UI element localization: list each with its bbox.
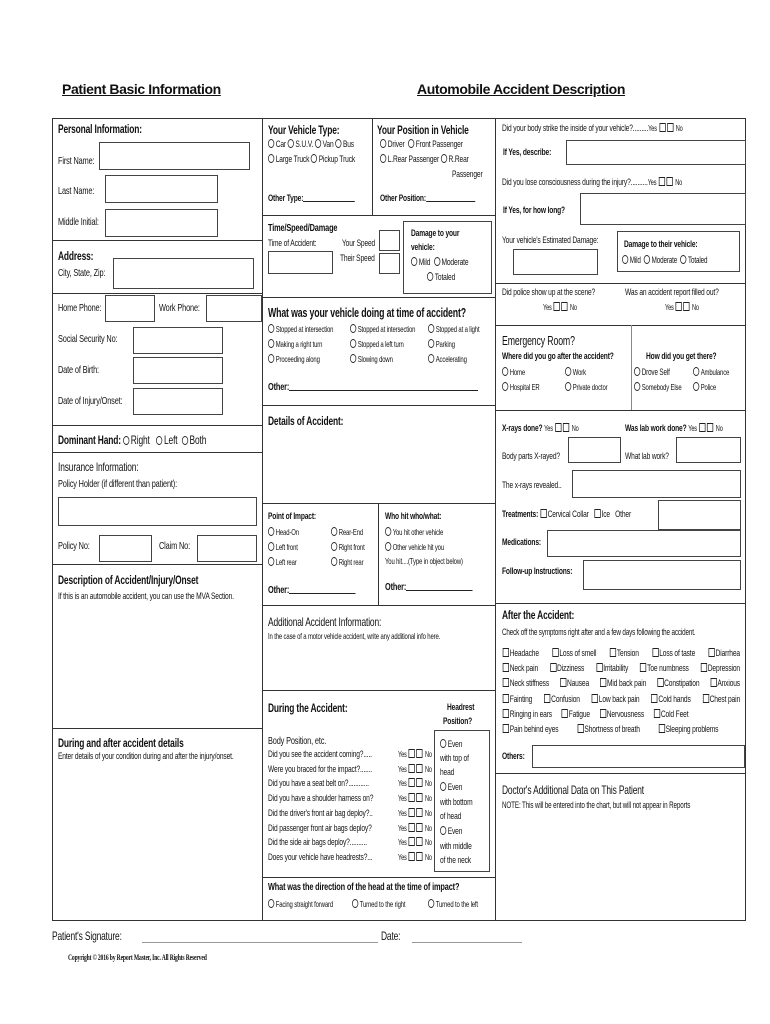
er-heading: Emergency Room? [502, 334, 575, 348]
radio-work[interactable]: Work [565, 366, 586, 378]
date-of-injury-field[interactable] [133, 388, 223, 415]
symptom-row [502, 724, 718, 736]
treatment-other-field[interactable] [658, 500, 741, 530]
strike-question: Did your body strike the inside of your vehicle?.........Yes No [502, 123, 683, 134]
during-after-note: Enter details of your condition during and after the injury/onset. [58, 751, 234, 762]
radio-both[interactable]: Both [182, 433, 206, 447]
revealed-field[interactable] [572, 470, 741, 498]
divider [262, 297, 495, 298]
claim-no-field[interactable] [197, 535, 257, 562]
divider [495, 603, 746, 604]
who-hit-heading: Who hit who/what: [385, 511, 442, 522]
symptom-row [502, 709, 688, 721]
divider [52, 564, 262, 565]
yes-no-checkboxes: Yes No [398, 779, 432, 789]
conscious-yes-checkbox[interactable] [659, 177, 665, 186]
symptom-checkbox[interactable]: Sleeping problems [658, 724, 718, 736]
radio-their-moderate[interactable]: Moderate [644, 255, 677, 265]
divider [52, 240, 262, 241]
conscious-question: Did you lose consciousness during the injury?..........Yes No [502, 177, 683, 188]
symptom-checkbox[interactable]: Loss of smell [552, 648, 597, 660]
followup-field[interactable] [583, 560, 741, 590]
yes-checkbox[interactable] [409, 852, 415, 861]
radio-drove-self[interactable]: Drove Self [634, 366, 670, 378]
medications-field[interactable] [547, 530, 741, 557]
divider [52, 452, 262, 453]
divider [495, 283, 746, 284]
time-speed-heading: Time/Speed/Damage [268, 222, 338, 234]
time-of-accident-label: Time of Accident: [268, 238, 317, 249]
policy-holder-label: Policy Holder (if different than patient): [58, 478, 177, 490]
question-text: Did you have a shoulder harness on? [268, 793, 374, 805]
position-row2 [380, 154, 469, 166]
divider [262, 605, 495, 606]
report-yes-no: Yes No [665, 303, 699, 312]
symptom-checkbox[interactable]: Confusion [543, 694, 579, 706]
dob-label: Date of Birth: [58, 364, 99, 376]
radio-right-front[interactable]: Right front [331, 541, 365, 553]
radio-doing-1[interactable]: Stopped at intersection [350, 323, 415, 335]
radio-facing-forward[interactable]: Facing straight forward [268, 898, 333, 910]
impact-heading: Point of Impact: [268, 511, 317, 522]
radio-rear-end[interactable]: Rear-End [331, 526, 363, 538]
city-state-zip-label: City, State, Zip: [58, 267, 106, 279]
xrays-yes-checkbox[interactable] [555, 423, 561, 432]
symptom-checkbox[interactable]: Ringing in ears [502, 709, 552, 721]
who-hit-note: You hit....(Type in object below) [385, 556, 463, 566]
yes-no-checkboxes: Yes No [398, 838, 432, 848]
radio-turned-left[interactable]: Turned to the left [428, 898, 478, 910]
symptom-checkbox[interactable]: Shortness of breath [577, 724, 640, 736]
last-name-label: Last Name: [58, 185, 95, 197]
accident-question-row [268, 808, 373, 820]
where-heading: Where did you go after the accident? [502, 351, 614, 362]
radio-doing-5[interactable]: Parking [428, 338, 455, 350]
radio-left[interactable]: Left [156, 433, 177, 447]
describe-label: If Yes, describe: [503, 147, 552, 158]
radio-pickup-truck[interactable]: Pickup Truck [311, 154, 355, 165]
radio-private-doctor[interactable]: Private doctor [565, 381, 607, 393]
divider [495, 325, 746, 326]
checkbox-cervical-collar[interactable]: Cervical Collar [540, 509, 589, 520]
divider [52, 293, 262, 294]
accident-question-row [268, 778, 369, 790]
no-checkbox[interactable] [417, 764, 423, 773]
yes-checkbox[interactable] [409, 778, 415, 787]
followup-label: Follow-up Instructions: [502, 566, 573, 577]
report-yes-checkbox[interactable] [676, 302, 682, 311]
ssn-label: Social Security No: [58, 333, 118, 345]
address-heading: Address: [58, 249, 94, 263]
claim-no-label: Claim No: [159, 540, 191, 552]
head-direction-heading: What was the direction of the head at the time of impact? [268, 881, 460, 893]
symptom-checkbox[interactable]: Neck stiffness [502, 678, 549, 690]
report-question: Was an accident report filled out? [625, 287, 719, 298]
damage-your-row [411, 257, 468, 269]
radio-driver[interactable]: Driver [380, 139, 405, 150]
yes-checkbox[interactable] [409, 764, 415, 773]
doing-other-field[interactable]: Other: [268, 381, 478, 393]
divider [495, 410, 746, 411]
vehicle-type-row2 [268, 154, 355, 166]
symptom-row [502, 694, 740, 706]
symptom-row [502, 648, 740, 660]
radio-l-rear-passenger[interactable]: L.Rear Passenger [380, 154, 439, 165]
strike-no-checkbox[interactable] [667, 123, 673, 132]
radio-doing-6[interactable]: Proceeding along [268, 353, 320, 365]
details-heading: Details of Accident: [268, 414, 344, 428]
policy-holder-field[interactable] [58, 497, 257, 526]
accident-question-row [268, 764, 372, 776]
during-accident-heading: During the Accident: [268, 701, 348, 715]
symptom-checkbox[interactable]: Toe numbness [639, 663, 688, 675]
radio-their-mild[interactable]: Mild [622, 255, 641, 265]
divider [495, 118, 496, 921]
radio-bus[interactable]: Bus [335, 139, 354, 150]
date-of-injury-label: Date of Injury/Onset: [58, 395, 123, 407]
during-after-heading: During and after accident details [58, 736, 184, 750]
radio-doing-4[interactable]: Stopped a left turn [350, 338, 404, 350]
radio-their-totaled[interactable]: Totaled [680, 255, 707, 265]
what-lab-field[interactable] [676, 437, 741, 463]
radio-doing-2[interactable]: Stopped at a light [428, 323, 479, 335]
signature-label: Patient's Signature: [52, 929, 122, 943]
describe-field[interactable] [566, 140, 746, 165]
yes-no-checkboxes: Yes No [398, 794, 432, 804]
description-heading: Description of Accident/Injury/Onset [58, 573, 199, 587]
xrays-no-checkbox[interactable] [563, 423, 569, 432]
position-passenger-text: Passenger [452, 169, 483, 180]
description-note: If this is an automobile accident, you can use the MVA Section. [58, 591, 234, 602]
no-checkbox[interactable] [417, 749, 423, 758]
divider [52, 728, 262, 729]
headrest-label-1: Headrest [447, 702, 475, 713]
headrest-text: with middle [440, 841, 472, 852]
yes-no-checkboxes: Yes No [398, 764, 432, 774]
medications-label: Medications: [502, 537, 541, 548]
conscious-no-checkbox[interactable] [667, 177, 673, 186]
question-text: Did the driver's front air bag deploy?.. [268, 807, 373, 819]
est-damage-label: Your vehicle's Estimated Damage: [502, 235, 599, 246]
body-position-heading: Body Position, etc. [268, 735, 327, 747]
symptom-checkbox[interactable]: Chest pain [702, 694, 740, 706]
radio-head-on[interactable]: Head-On [268, 526, 299, 538]
after-note: Check off the symptoms right after and a few days following the accident. [502, 627, 696, 637]
body-parts-label: Body parts X-rayed? [502, 451, 560, 462]
radio-doing-0[interactable]: Stopped at intersection [268, 323, 333, 335]
doctor-note: NOTE: This will be entered into the chart, but will not appear in Reports [502, 800, 691, 810]
address-field[interactable] [113, 258, 254, 289]
copyright: Copyright © 2016 by Report Master, Inc. All Rights Reserved [68, 953, 207, 962]
radio-van[interactable]: Van [315, 139, 334, 150]
symptom-checkbox[interactable]: Fainting [502, 694, 532, 706]
symptom-checkbox[interactable]: Cold hands [651, 694, 691, 706]
accident-question-row [268, 793, 373, 805]
home-phone-field[interactable] [105, 295, 155, 322]
radio-hospital-er[interactable]: Hospital ER [502, 381, 540, 393]
symptom-checkbox[interactable]: Tension [609, 648, 639, 660]
police-no-checkbox[interactable] [562, 302, 568, 311]
accident-question-row [268, 837, 367, 849]
symptom-checkbox[interactable]: Depression [700, 663, 740, 675]
first-name-field[interactable] [99, 142, 250, 170]
no-checkbox[interactable] [417, 852, 423, 861]
auto-accident-title: Automobile Accident Description [417, 81, 625, 97]
lab-no-checkbox[interactable] [707, 423, 713, 432]
symptom-checkbox[interactable]: Anxious [710, 678, 740, 690]
no-checkbox[interactable] [417, 778, 423, 787]
police-question: Did police show up at the scene? [502, 287, 596, 298]
other-position-field[interactable]: Other Position: [380, 192, 475, 205]
dob-field[interactable] [133, 357, 223, 384]
their-speed-label: Their Speed [340, 253, 375, 264]
xrays-question: X-rays done? Yes No [502, 423, 579, 434]
revealed-label: The x-rays revealed.. [502, 480, 562, 491]
after-heading: After the Accident: [502, 608, 575, 622]
additional-info-heading: Additional Accident Information: [268, 615, 382, 629]
divider [631, 325, 632, 410]
divider [262, 405, 495, 406]
radio-headrest-middle[interactable]: Even [440, 826, 462, 838]
radio-home[interactable]: Home [502, 366, 525, 378]
others-label: Others: [502, 751, 525, 762]
dominant-hand-row [58, 433, 206, 447]
accident-question-row [268, 823, 372, 835]
radio-r-rear-passenger[interactable]: R.Rear [441, 154, 469, 165]
symptom-row [502, 678, 740, 690]
symptom-checkbox[interactable]: Nausea [559, 678, 589, 690]
vehicle-type-heading: Your Vehicle Type: [268, 123, 340, 137]
yes-no-checkboxes: Yes No [398, 808, 432, 818]
position-row1 [380, 139, 463, 151]
policy-no-field[interactable] [99, 535, 152, 562]
other-type-field[interactable]: Other Type: [268, 192, 355, 205]
time-of-accident-field[interactable] [268, 251, 333, 274]
divider [52, 425, 262, 426]
last-name-field[interactable] [105, 175, 218, 203]
middle-initial-field[interactable] [105, 209, 218, 237]
radio-doing-8[interactable]: Accelerating [428, 353, 467, 365]
your-speed-label: Your Speed [342, 238, 376, 249]
radio-left-front[interactable]: Left front [268, 541, 298, 553]
divider [372, 118, 373, 215]
symptom-checkbox[interactable]: Headache [502, 648, 539, 660]
lab-question: Was lab work done? Yes No [625, 423, 723, 434]
symptom-checkbox[interactable]: Low back pain [591, 694, 639, 706]
symptom-checkbox[interactable]: Nervousness [599, 709, 644, 721]
headrest-text: head [440, 767, 455, 778]
radio-front-passenger[interactable]: Front Passenger [408, 139, 463, 150]
radio-turned-right[interactable]: Turned to the right [352, 898, 405, 910]
their-speed-field[interactable] [379, 253, 400, 274]
accident-question-row [268, 852, 372, 864]
radio-doing-3[interactable]: Making a right turn [268, 338, 322, 350]
radio-left-rear[interactable]: Left rear [268, 556, 297, 568]
position-heading: Your Position in Vehicle [377, 123, 469, 137]
radio-doing-7[interactable]: Slowing down [350, 353, 393, 365]
vehicle-type-row1 [268, 139, 354, 151]
damage-your-title-2: vehicle: [411, 242, 435, 253]
impact-other-field[interactable]: Other: [268, 584, 356, 596]
headrest-text: of head [440, 811, 462, 822]
question-text: Does your vehicle have headrests?... [268, 851, 373, 863]
their-damage-row [622, 254, 707, 266]
who-hit-other-field[interactable]: Other: [385, 581, 473, 593]
patient-basic-info-title: Patient Basic Information [62, 81, 221, 97]
symptom-checkbox[interactable]: Fatigue [561, 709, 590, 721]
signature-line[interactable] [142, 942, 378, 943]
symptom-checkbox[interactable]: Dizziness [549, 663, 584, 675]
body-parts-field[interactable] [568, 437, 621, 463]
first-name-label: First Name: [58, 155, 95, 167]
symptom-checkbox[interactable]: Irritability [596, 663, 629, 675]
symptom-checkbox[interactable]: Cold Feet [653, 709, 688, 721]
policy-no-label: Policy No: [58, 540, 90, 552]
doctor-heading: Doctor's Additional Data on This Patient [502, 783, 645, 797]
radio-totaled[interactable]: Totaled [427, 272, 455, 284]
middle-initial-label: Middle Initial: [58, 216, 99, 228]
others-field[interactable] [532, 745, 745, 768]
yes-checkbox[interactable] [409, 823, 415, 832]
yes-no-checkboxes: Yes No [398, 823, 432, 833]
radio-mild[interactable]: Mild [411, 257, 430, 268]
yes-no-checkboxes: Yes No [398, 852, 432, 862]
radio-car[interactable]: Car [268, 139, 286, 150]
question-text: Were you braced for the impact?....... [268, 763, 372, 775]
question-text: Did you have a seat belt on?............ [268, 778, 369, 790]
headrest-text: with bottom [440, 797, 473, 808]
radio-you-hit-other[interactable]: You hit other vehicle [385, 526, 443, 538]
symptom-checkbox[interactable]: Neck pain [502, 663, 538, 675]
divider [262, 215, 495, 216]
divider [262, 690, 495, 691]
your-speed-field[interactable] [379, 230, 400, 251]
treatments-row: Treatments: Cervical Collar Ice Other [502, 509, 632, 520]
their-damage-heading: Damage to their vehicle: [624, 239, 698, 250]
headrest-label-2: Position? [443, 716, 473, 727]
radio-police[interactable]: Police [693, 381, 716, 393]
personal-info-heading: Personal Information: [58, 122, 142, 136]
question-text: Did passenger front air bags deploy? [268, 822, 372, 834]
yes-checkbox[interactable] [409, 749, 415, 758]
radio-right[interactable]: Right [123, 433, 150, 447]
symptom-checkbox[interactable]: Pain behind eyes [502, 724, 558, 736]
how-heading: How did you get there? [646, 351, 717, 362]
home-phone-label: Home Phone: [58, 302, 102, 314]
lab-yes-checkbox[interactable] [699, 423, 705, 432]
work-phone-field[interactable] [206, 295, 262, 322]
what-lab-label: What lab work? [625, 451, 669, 462]
insurance-heading: Insurance Information: [58, 460, 139, 474]
question-text: Did you see the accident coming?..... [268, 749, 372, 760]
headrest-text: with top of [440, 753, 469, 764]
symptom-checkbox[interactable]: Constipation [656, 678, 699, 690]
divider [378, 503, 379, 605]
symptom-row [502, 663, 740, 675]
yes-checkbox[interactable] [409, 837, 415, 846]
ssn-field[interactable] [133, 327, 223, 354]
dominant-hand-label: Dominant Hand: [58, 433, 121, 447]
additional-info-note: In the case of a motor vehicle accident, write any additional info here. [268, 631, 441, 641]
no-checkbox[interactable] [417, 808, 423, 817]
no-checkbox[interactable] [417, 823, 423, 832]
radio-headrest-top[interactable]: Even [440, 739, 462, 751]
work-phone-label: Work Phone: [159, 302, 200, 314]
symptom-checkbox[interactable]: Loss of taste [652, 648, 696, 660]
no-checkbox[interactable] [417, 837, 423, 846]
radio-headrest-bottom[interactable]: Even [440, 782, 462, 794]
yes-no-checkboxes: Yes No [398, 750, 432, 759]
date-label: Date: [381, 929, 401, 943]
radio-right-rear[interactable]: Right rear [331, 556, 363, 568]
radio-somebody-else[interactable]: Somebody Else [634, 381, 682, 393]
yes-checkbox[interactable] [409, 793, 415, 802]
radio-suv[interactable]: S.U.V. [288, 139, 313, 150]
police-yes-checkbox[interactable] [554, 302, 560, 311]
date-line[interactable] [412, 942, 522, 943]
checkbox-ice[interactable]: Ice [594, 509, 610, 520]
how-long-label: If Yes, for how long? [503, 205, 565, 216]
damage-your-title-1: Damage to your [411, 228, 460, 239]
headrest-text: of the neck [440, 855, 471, 866]
vehicle-doing-heading: What was your vehicle doing at time of accident? [268, 306, 466, 320]
est-damage-field[interactable] [513, 249, 598, 275]
symptom-checkbox[interactable]: Diarrhea [708, 648, 740, 660]
radio-ambulance[interactable]: Ambulance [693, 366, 729, 378]
question-text: Did the side air bags deploy?.......... [268, 837, 367, 849]
police-yes-no: Yes No [543, 303, 577, 312]
radio-large-truck[interactable]: Large Truck [268, 154, 309, 165]
strike-yes-checkbox[interactable] [659, 123, 665, 132]
how-long-field[interactable] [580, 193, 746, 225]
divider [495, 773, 746, 774]
radio-moderate[interactable]: Moderate [434, 257, 469, 268]
radio-other-hit-you[interactable]: Other vehicle hit you [385, 541, 444, 553]
symptom-checkbox[interactable]: Mid back pain [599, 678, 646, 690]
report-no-checkbox[interactable] [684, 302, 690, 311]
no-checkbox[interactable] [417, 793, 423, 802]
accident-question-row [268, 749, 372, 761]
divider [262, 118, 263, 921]
treatment-other-label: Other [615, 509, 632, 520]
yes-checkbox[interactable] [409, 808, 415, 817]
divider [262, 877, 495, 878]
